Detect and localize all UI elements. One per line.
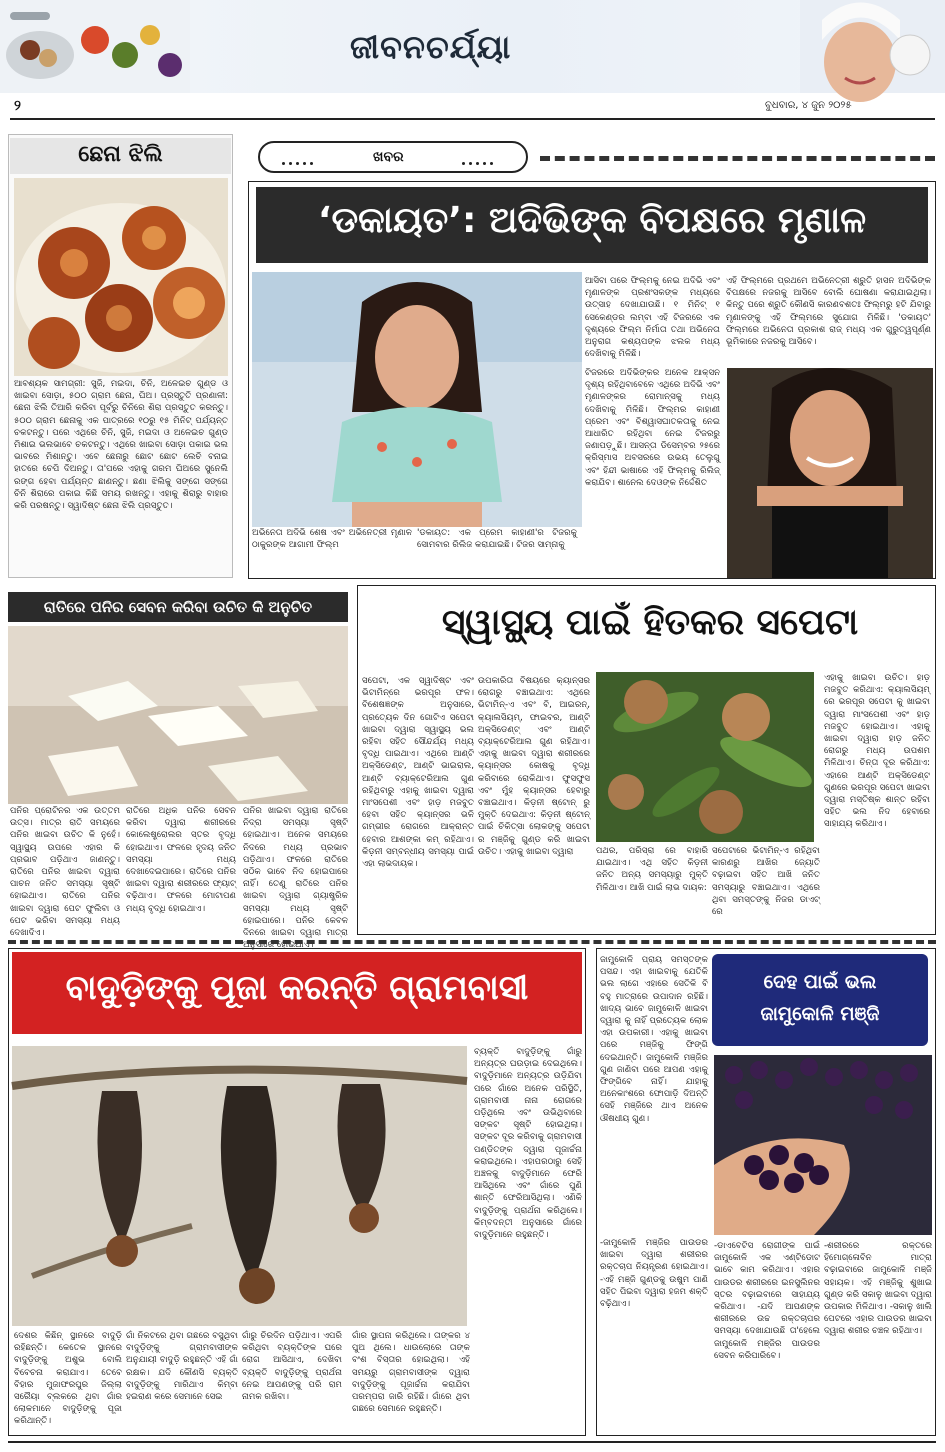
badudi-column-3: ଗାଁରୁ ଚିରଦିନ ପଡ଼ିଥାଏ। ଏପରି କରିଥିବା ବ୍ୟକ୍ତିଙ୍କ ଘରେ ରୋଗ ଆସିଥାଏ, ଦେଖିବା ବ୍ୟକ୍ତି ବାଦୁଡ଼ିଙ୍କୁ ପ୍ରାର୍ଥନା ନେଇ ଆପଣଙ୍କୁ ପରି ରାମ ନାମକ ରଖିବା। — [242, 1331, 342, 1403]
panira-column-2: ରାତିରେ ଅଧିକ ପନିର ସେବନ କରିବା ଦ୍ୱାରା ଶରୀରରେ କୋଲେଷ୍ଟ୍ରୋଲର ସ୍ତର ବୃଦ୍ଧି ହୋଇଥାଏ। ଫଳରେ ହୃଦୟ ଜନିତ ସମସ୍ୟା ମଧ୍ୟ ଦେଖାଦେଇପାରେ। ରାତିରେ ପନିର ଖାଇବା ଦ୍ୱାରା ଶରୀରରେ ଫ୍ୟାଟ୍ ବଢ଼ିଥାଏ। ଫଳରେ ମୋଟାପଣ ମଧ୍ୟ ବୃଦ୍ଧି ହୋଇଥାଏ। — [126, 806, 236, 914]
header-rule — [10, 118, 935, 120]
jamukoli-headline — [712, 954, 928, 1046]
jamukoli-column-2: -ଜାମୁକୋଳି ମଞ୍ଜିର ପାଉଡର ଖାଇବା ଦ୍ୱାରା ଶରୀରର ରକ୍ତଚାପ ନିୟନ୍ତ୍ରଣ ହୋଇଥାଏ। -ଏହି ମଞ୍ଜି ଗୁଣ୍ଡକୁ ଉଷୁମ ପାଣି ସହିତ ପିଇବା ଦ୍ୱାରା ହଜମ ଶକ୍ତି ବଢ଼ିଥାଏ। — [600, 1238, 708, 1310]
sapeta-column-4: ସପେଟାରେ ଭିଟାମିନ୍-ଏ ରହିଥିବା କାରଣରୁ ଆଖିର ଜ୍ୟୋତି ବଢ଼ାଇବା ସହିତ ଆଖି ଜନିତ ସମସ୍ୟାରୁ ବଞ୍ଚାଇଥାଏ। ଏଥିରେ ଥିବା ସମସ୍ତଙ୍କୁ ନିଜର ଡାଏଟ୍ ରେ — [712, 846, 820, 918]
panira-column-3: ପନିର ଖାଇବା ଦ୍ୱାରା ରାତିରେ ନିଦ୍ରା ସମସ୍ୟା ସୃଷ୍ଟି ହୋଇଥାଏ। ଅନେକ ସମୟରେ ନିଦରେ ମଧ୍ୟ ପ୍ରଭାବ ପଡ଼ିଥାଏ। ଫଳରେ ରାତିରେ ସଠିକ ଭାବେ ନିଦ ହୋଇପାରେ ନାହିଁ। ତେଣୁ ରାତିରେ ପନିର ଖାଇବା ଦ୍ୱାରା ଗ୍ୟାଷ୍ଟ୍ରିକ ସମସ୍ୟା ମଧ୍ୟ ସୃଷ୍ଟି ହୋଇପାରେ। ପନିର କେବଳ ଦିନରେ ଖାଇବା ଦ୍ୱାରା ମାତ୍ରା ଅନୁସାରେ ହୋଇଥାଏ। — [243, 806, 348, 951]
jamukoli-column-4: -ଶରୀରରେ ରକ୍ତରେ ହିମୋଗ୍ଳୋବିନ ମାତ୍ରା ବଢ଼ାଇବାରେ ଜାମୁକୋଳି ମଞ୍ଜି ସହାୟକ। ଏହି ମଞ୍ଜିକୁ ଶୁଖାଇ ଗୁଣ୍ଡ କରି ସକାଳୁ ଖାଇବା ଦ୍ୱାରା ଉପକାର ମିଳିଥାଏ। -ସକାଳୁ ଖାଲି ପେଟରେ ଏହାର ପାଉଡର ଖାଇବା ଦ୍ୱାରା ଶରୀର ଚଞ୍ଚଳ ରହିଥାଏ। — [824, 1241, 932, 1337]
dakayata-column-5: ଏହି ଫିଲ୍ମରେ ପ୍ରଥମେ ଅଭିନେତ୍ରୀ ଶ୍ରୁତି ହାସନ ଅଦିଭିଙ୍କ ବିପକ୍ଷରେ ନଜରକୁ ଆସିବେ ବୋଲି ଘୋଷଣା କରାଯାଇଥିଲା। କିନ୍ତୁ ପରେ ଶ୍ରୁତି କୌଣସି କାରଣବଶତଃ ଫିଲ୍ମରୁ ହଟି ଯିବାରୁ ମୃଣାଳଙ୍କୁ ଏହି ଫିଲ୍ମରେ ସୁଯୋଗ ମିଳିଛି। 'ଡକାୟତ' ଫିଲ୍ମରେ ଅଭିନେତା ପ୍ରକାଶ ରାଜ୍ ମଧ୍ୟ ଏକ ଗୁରୁତ୍ୱପୂର୍ଣ୍ଣ ଭୂମିକାରେ ନଜରକୁ ଆସିବେ। — [726, 276, 931, 348]
jamukoli-column-3: -ଡାଏବେଟିସ ରୋଗୀଙ୍କ ପାଇଁ ଜାମୁକୋଳି ଏକ ଏଣ୍ଟିଡୋଟ ଭାବେ କାମ କରିଥାଏ। ଏହାର ପାଉଡର ଶରୀରରେ ଇନସୁଲିନର ସ୍ତର ବଢ଼ାଇବାରେ ସାହାଯ୍ୟ କରିଥାଏ। -ଯଦି ଆପଣଙ୍କ ଶରୀରରେ ଉଚ୍ଚ ରକ୍ତଚାପର ସମସ୍ୟା ଦେଖାଯାଉଛି ତା'ହେଲେ ଜାମୁକୋଳି ମଞ୍ଜିର ପାଉଡର ସେବନ କରିପାରିବେ। — [714, 1241, 820, 1361]
dakayata-column-3: ଆସିବା ପରେ ଫିଲ୍ମକୁ ନେଇ ଅଦିଭି ଏବଂ ମୃଣାଳଙ୍କ ପ୍ରଶଂସକଙ୍କ ମଧ୍ୟରେ ଉତ୍ସାହ ଦେଖାଯାଉଛି। ୧ ମିନିଟ୍ ୧ ସେକେଣ୍ଡର ଲମ୍ବା ଏହି ଟିଜରରେ ଏକ ଦୃଶ୍ୟରେ ଫିଲ୍ମ ନିର୍ମାତା ତଥା ଅଭିନେତା ଅନୁରାଗ କଶ୍ୟପଙ୍କ ଝଲକ ମଧ୍ୟ ଦେଖିବାକୁ ମିଳିଛି। — [585, 276, 720, 360]
sapeta-column-3: ପଥର, ପରିସ୍ରା ରେ ବାହାରି ଯାଇଥାଏ। ଏଥି ସହିତ କିଡ଼ନୀ ଜନିତ ଅନ୍ୟ ସମସ୍ୟାରୁ ମୁକ୍ତି ମିଳିଥାଏ। ଆଖି ପାଇଁ ଲାଭ ଦାୟକ: — [596, 846, 708, 893]
woman-face-image — [800, 0, 945, 93]
footer-rule — [8, 1441, 936, 1443]
khabar-banner — [258, 141, 528, 173]
sapeta-column-1: ସପେଟା, ଏକ ସ୍ୱାଦିଷ୍ଟ ଏବଂ ଭିଟାମିନ୍‌ରେ ଭରପୂର ଫଳ। ବିଶେଷଜ୍ଞଙ୍କ ଅନୁସାରେ, ପ୍ରତ୍ୟେକ ଦିନ ଗୋଟିଏ ସପେଟା ଖାଇବା ଦ୍ୱାରା ସ୍ୱାସ୍ଥ୍ୟ ଭଲ ରହିବା ସହିତ ସୌନ୍ଦର୍ଯ୍ୟ ମଧ୍ୟ ବୃଦ୍ଧି ପାଇଥାଏ। ଏଥିରେ ଆଣ୍ଟି ଅକ୍ସିଡେଣ୍ଟ, ଆଣ୍ଟି ଭାଇରାଲ, ଆଣ୍ଟି ବ୍ୟାକ୍ଟେରିଆଲ ଗୁଣ ରହିଥିବାରୁ ଏହାକୁ ଖାଇବା ଦ୍ୱାରା ମାଂସପେଶୀ ଏବଂ ହାଡ଼ ମଜବୁତ ହେବା ସହିତ କ୍ୟାନ୍ସର ଭଳି ଗମ୍ଭୀର ରୋଗରେ ଆକ୍ରାନ୍ତ ହେବାର ଆଶଙ୍କା କମ୍ ରହିଥାଏ। କିଡ଼ନୀ ସମ୍ବନ୍ଧୀୟ ସମସ୍ୟା ପାଇଁ ଏହା ଲାଭଦାୟକ। — [362, 676, 474, 870]
sapota-fruit-image — [596, 672, 814, 842]
badudi-column-2: ଗାଁ ନିକଟରେ ଥିବା ଗଛରେ ବସୁଥିବା ବାଦୁଡ଼ିଙ୍କୁ ଗ୍ରାମବାସୀଙ୍କ ଅନୁଯାୟୀ ବାଦୁଡ଼ି ରହୁଛନ୍ତି ଏହି ଗାଁ ରକ୍ଷକ। ଯଦି କୌଣସି ବ୍ୟକ୍ତି ବାଦୁଡ଼ିଙ୍କୁ ମାରିଥାଏ କିମ୍ବା ହଇରାଣ କରେ ସେମାନେ ସେଇ — [126, 1331, 238, 1403]
badudi-column-5: ବ୍ୟକ୍ତି ବାଦୁଡ଼ିଙ୍କୁ ଗାଁରୁ ଅନ୍ୟତ୍ର ଘଉଡ଼ାଇ ଦେଇଥିଲେ। ବାଦୁଡ଼ିମାନେ ଅନ୍ୟତ୍ର ଉଡ଼ିଯିବା ପରେ ଗାଁରେ ଅନେକ ପରିସ୍ଥିତି, ଗ୍ରାମବାସୀ ନାନା ରୋଗରେ ପଡ଼ିଥିଲେ ଏବଂ ଉଭିଥିବାରେ ସଙ୍କଟ ସୃଷ୍ଟି ହୋଇଥିଲା। ସଙ୍କଟ ଦୂର କରିବାକୁ ଗ୍ରାମବାସୀ ପଣ୍ଡିତଙ୍କ ଦ୍ୱାରା ପୂଜାର୍ଚ୍ଚନା କରାଇଥିଲେ। ଏହାପରଠାରୁ ସେହି ଅଞ୍ଚଳକୁ ବାଦୁଡ଼ିମାନେ ଫେରି ଆସିଥିଲେ ଏବଂ ଗାଁରେ ପୁଣି ଶାନ୍ତି ଫେରିଆସିଥିଲା। ଏଣିକି ବାଦୁଡ଼ିଙ୍କୁ ପ୍ରାର୍ଥନା କରିଥିଲେ। କିମ୍ବଦନ୍ତୀ ଅନୁସାରେ ଗାଁରେ ବାଦୁଡ଼ିମାନେ ରହୁଛନ୍ତି। — [474, 1047, 582, 1241]
chhena-jhili-image — [14, 178, 228, 376]
issue-date: ବୁଧବାର, ୪ ଜୁନ ୨୦୨୫ — [765, 100, 852, 111]
dashed-divider — [8, 940, 936, 944]
paneer-cubes-image — [8, 626, 348, 804]
jamun-berries-image — [714, 1055, 932, 1235]
sapeta-headline: ସ୍ୱାସ୍ଥ୍ୟ ପାଇଁ ହିତକର ସପେଟା — [441, 602, 859, 643]
recipe-title: ଛେନା ଝିଲି — [10, 138, 231, 174]
panira-headline: ରାତିରେ ପନିର ସେବନ କରିବା ଉଚିତ କି ଅନୁଚିତ — [8, 592, 348, 622]
actress-photo-blue-dress — [252, 272, 582, 527]
dakayata-headline: ‘ଡକାୟତ’: ଅଦିଭିଙ୍କ ବିପକ୍ଷରେ ମୃଣାଳ — [256, 187, 928, 263]
badudi-column-1: ଦେଶର କିଛିନ୍ ସ୍ଥାନରେ ବାଦୁଡ଼ି ରହିଛନ୍ତି। କେତେକ ସ୍ଥାନରେ ବାଦୁଡ଼ିଙ୍କୁ ଅଶୁଭ ବୋଲି ବିବେଚନା କରାଯାଏ। ତେବେ ବିହାର ମୁଜାଫରପୁର ଜିଲ୍ଲା ସରୈୟା ବ୍ଲକରେ ଥିବା ଗାଁର ଲୋକମାନେ ବାଦୁଡ଼ିଙ୍କୁ ପୂଜା କରିଥାନ୍ତି। — [14, 1331, 122, 1427]
food-plate-image — [0, 0, 190, 93]
khabar-label: ଖବର — [373, 149, 404, 165]
page-number: ୨ — [14, 98, 21, 114]
hanging-bats-image — [12, 1046, 467, 1326]
dots-left — [280, 155, 315, 171]
actress-photo-black-dress — [727, 368, 933, 578]
badudi-column-4: ଗାଁର ସ୍ଥାପନା କରିଥିଲେ। ତାଙ୍କର ୪ ପୁଅ ଥିଲେ। ଧାଉଲୋରେ ତାଙ୍କ ବଂଶ ବିସ୍ତାର ହୋଇଥିଲା। ଏହି ସମୟରୁ ଗ୍ରାମବାସୀଙ୍କ ଦ୍ୱାରା ବାଦୁଡ଼ିଙ୍କୁ ପୂଜାର୍ଚ୍ଚନା କରାଯିବା ପରମ୍ପରା ଜାରି ରହିଛି। ଗାଁରେ ଥିବା ଗଛରେ ସେମାନେ ରହୁଛନ୍ତି। — [352, 1331, 470, 1415]
panira-column-1: ପନିର ପ୍ରୋଟିନର ଏକ ଉତ୍ତମ ଉତ୍ସ। ମାତ୍ର ରାତି ସମୟରେ ପନିର ଖାଇବା ଉଚିତ କି ନୁହେଁ। ସ୍ୱାସ୍ଥ୍ୟ ଉପରେ ଏହାର କି ପ୍ରଭାବ ପଡ଼ିଥାଏ ଜାଣନ୍ତୁ। ରାତିରେ ପନିର ଖାଇବା ଦ୍ୱାରା ପାଚନ ଜନିତ ସମସ୍ୟା ସୃଷ୍ଟି ହୋଇଥାଏ। ରାତିରେ ପନିର ଖାଇବା ଦ୍ୱାରା ପେଟ ଫୁଲିବା ଓ ପେଟ ଭରିବା ସମସ୍ୟା ମଧ୍ୟ ଦେଖାଦିଏ। — [10, 806, 120, 939]
sapeta-column-5: ଏହାକୁ ଖାଇବା ଉଚିତ। ହାଡ଼ ମଜବୁତ କରିଥାଏ: କ୍ୟାଲସିୟମ୍ ରେ ଭରପୂର ସପେଟା କୁ ଖାଇବା ଦ୍ୱାରା ମାଂସପେଶୀ ଏବଂ ହାଡ଼ ମଜବୁତ ହୋଇଥାଏ। ଏହାକୁ ଖାଇବା ଦ୍ୱାରା ହାଡ଼ ଜନିତ ରୋଗରୁ ମଧ୍ୟ ଉପଶମ ମିଳିଥାଏ। ଚିନ୍ତା ଦୂର କରିଥାଏ: ଏହାରେ ଆଣ୍ଟି ଅକ୍ସିଡେଣ୍ଟ ଗୁଣରେ ଭରପୂର ସପେଟା ଖାଇବା ଦ୍ୱାରା ମସ୍ତିଷ୍କ ଶାନ୍ତ ରହିବା ସହିତ ଭଲ ନିଦ ହେବାରେ ସାହାଯ୍ୟ କରିଥାଏ। — [824, 673, 930, 830]
dashed-divider — [540, 156, 935, 161]
jamukoli-column-1: ଜାମୁକୋଳି ପ୍ରାୟ ସମସ୍ତଙ୍କ ପସନ୍ଦ। ଏହା ଖାଇବାକୁ ଯେତିକି ଭଲ ଲାଗେ ଏହାରେ ସେତିକି ବି ବହୁ ମାତ୍ରାରେ ଉପାଦାନ ରହିଛି। ଖାଦ୍ୟ ଭାବେ ଜାମୁକୋଳି ଖାଇବା ଦ୍ୱାରା କୁ ନାହିଁ ପ୍ରତ୍ୟେକ ଲୋକ ଏହା ଉପକାରୀ। ଏହାକୁ ଖାଇବା ପରେ ମଞ୍ଜିକୁ ଫିଙ୍ଗି ଦେଇଥାନ୍ତି। ଜାମୁକୋଳି ମଞ୍ଜିର ଗୁଣ ଜାଣିବା ପରେ ଆପଣ ଏହାକୁ ଫିଙ୍ଗିବେ ନାହିଁ। ଯାହାକୁ ଅନେକାଂଶରେ ଫୋପାଡ଼ି ଦିଅନ୍ତି ସେହି ମଞ୍ଜିରେ ଥାଏ ଅନେକ ଔଷଧୀୟ ଗୁଣ। — [600, 955, 708, 1124]
sapeta-column-2: ଉପକାରିତା ବିଷୟରେ କ୍ୟାନ୍ସର ରୋଗରୁ ବଞ୍ଚାଇଥାଏ: ଏଥିରେ ଭିଟାମିନ୍-ଏ ଏବଂ ବି, ଆଇରନ୍, କ୍ୟାଲସିୟମ୍, ଫାଇବର, ଆଣ୍ଟି ଅକ୍ସିଡେଣ୍ଟ୍ ଏବଂ ଆଣ୍ଟି ବ୍ୟାକ୍ଟେରିଆଲ ଗୁଣ ରହିଥାଏ। ଏହାକୁ ଖାଇବା ଦ୍ୱାରା ଶରୀରରେ କ୍ୟାନ୍ସର କୋଷକୁ ବୃଦ୍ଧି କରିବାରେ ରୋକିଥାଏ। ଫୁସଫୁସ ଏବଂ ମୁଁହ କ୍ୟାନ୍ସର ହେବାରୁ ବଞ୍ଚାଇଥାଏ। କିଡ଼ନୀ ଷ୍ଟୋନ୍ ରୁ ମୁକ୍ତି ଦେଇଥାଏ: କିଡ଼ନୀ ଷ୍ଟୋନ୍ ପାଇଁ ଚିକିତ୍ସା ଲୋକଙ୍କୁ ସପେଟା ର ମଞ୍ଜିକୁ ଗୁଣ୍ଡ କରି ଖାଇବା ଉଚିତ। ଏହାକୁ ଖାଇବା ଦ୍ୱାରା — [478, 676, 590, 857]
jamukoli-headline-line-1: ଦେହ ପାଇଁ ଭଲ — [763, 971, 877, 993]
jamukoli-headline-line-2: ଜାମୁକୋଳି ମଞ୍ଜି — [760, 1003, 880, 1025]
badudi-headline: ବାଦୁଡ଼ିଙ୍କୁ ପୂଜା କରନ୍ତି ଗ୍ରାମବାସୀ — [12, 952, 582, 1034]
dakayata-column-1: ଅଭିନେତା ଅଦିଭି ଶେଷ ଏବଂ ଅଭିନେତ୍ରୀ ମୃଣାଳ ଠାକୁରଙ୍କ ଆଗାମୀ ଫିଲ୍ମ — [252, 528, 412, 551]
dakayata-column-2: 'ଡକାୟତ: ଏକ ପ୍ରେମ କାହାଣୀ'ର ଟିଜରକୁ ସୋମବାର ରିଲିଜ କରାଯାଇଛି। ଟିଜର ସାମ୍ନାକୁ — [417, 528, 577, 551]
section-title: ଜୀବନଚର୍ଯ୍ୟା — [350, 28, 512, 66]
dots-right — [460, 155, 495, 171]
dakayata-column-3-wrap — [585, 275, 720, 575]
dakayata-column-4: ଟିଜରରେ ଅଦିଭିଙ୍କର ଅନେକ ଆକ୍ସନ ଦୃଶ୍ୟ ରହିଥିବାବେଳେ ଏଥିରେ ଅଦିଭି ଏବଂ ମୃଣାଳଙ୍କର ରୋମାନ୍ସକୁ ମଧ୍ୟ ଦେଖିବାକୁ ମିଳିଛି। ଫିଲ୍ମର କାହାଣୀ ପ୍ରେମ ଏବଂ ବିଶ୍ୱାସଘାତକତାକୁ ନେଇ ଆଧାରିତ ରହିଥିବା ନେଇ ଟିଜରରୁ ଜଣାପଡ଼ୁଛି। ଆସନ୍ତା ଡିସେମ୍ବର ୨୫ରେ କ୍ରିସ୍ମାସ ଅବସରରେ ଉଭୟ ତେଲୁଗୁ ଏବଂ ହିନ୍ଦୀ ଭାଷାରେ ଏହି ଫିଲ୍ମକୁ ରିଲିଜ୍ କରାଯିବ। ଶାନେଲ ଦେଓଙ୍କ ନିର୍ଦ୍ଦେଶିତ — [585, 368, 720, 488]
recipe-text: ଆବଶ୍ୟକ ସାମଗ୍ରୀ: ସୁଜି, ମଇଦା, ଚିନି, ଅଳେଇଚ ଗୁଣ୍ଡ ଓ ଖାଇବା ସୋଡ଼ା, ୫୦୦ ଗ୍ରାମ ଛେନା, ଘିଅ। ପ୍ରସ୍ତୁତି ପ୍ରଣାଳୀ: ଛେନା ଝିଲି ତିଆରି କରିବା ପୂର୍ବରୁ ଚିନିରେ ଶିରା ପ୍ରସ୍ତୁତ କରନ୍ତୁ। ୫୦୦ ଗ୍ରାମ ଛେନାକୁ ଏକ ପାତ୍ରରେ ୧୦ରୁ ୧୫ ମିନିଟ୍ ପର୍ଯ୍ୟନ୍ତ ଚକଟନ୍ତୁ। ପରେ ଏଥିରେ ଚିନି, ସୁଜି, ମଇଦା ଓ ଅଳେଇଚ ଗୁଣ୍ଡ ମିଶାଇ ଭଲଭାବେ ଚକଟନ୍ତୁ। ଏଥିରେ ଖାଇବା ସୋଡ଼ା ପକାଇ ଭଲ ଭାବରେ ମିଶାନ୍ତୁ। ଏବେ ଛେନାରୁ ଛୋଟ ଛୋଟ ଲେଚି ବନାଇ ହାତରେ ଚେପି ଦିଅନ୍ତୁ। ତା'ପରେ ଏହାକୁ ଗରମ ଘିଅରେ ସୁନେଲି ରଙ୍ଗ ହେବା ପର୍ଯ୍ୟନ୍ତ ଛାଣନ୍ତୁ। ଛଣା ଝିଲିକୁ ସଙ୍ଗେ ସଙ୍ଗେ ଚିନି ଶିରାରେ ପକାଇ କିଛି ସମୟ ରଖନ୍ତୁ। ଏହାକୁ ଶିରାରୁ ବାହାର କରି ପରଷନ୍ତୁ। ସ୍ୱାଦିଷ୍ଟ ଛେନା ଝିଲି ପ୍ରସ୍ତୁତ। — [14, 379, 228, 512]
